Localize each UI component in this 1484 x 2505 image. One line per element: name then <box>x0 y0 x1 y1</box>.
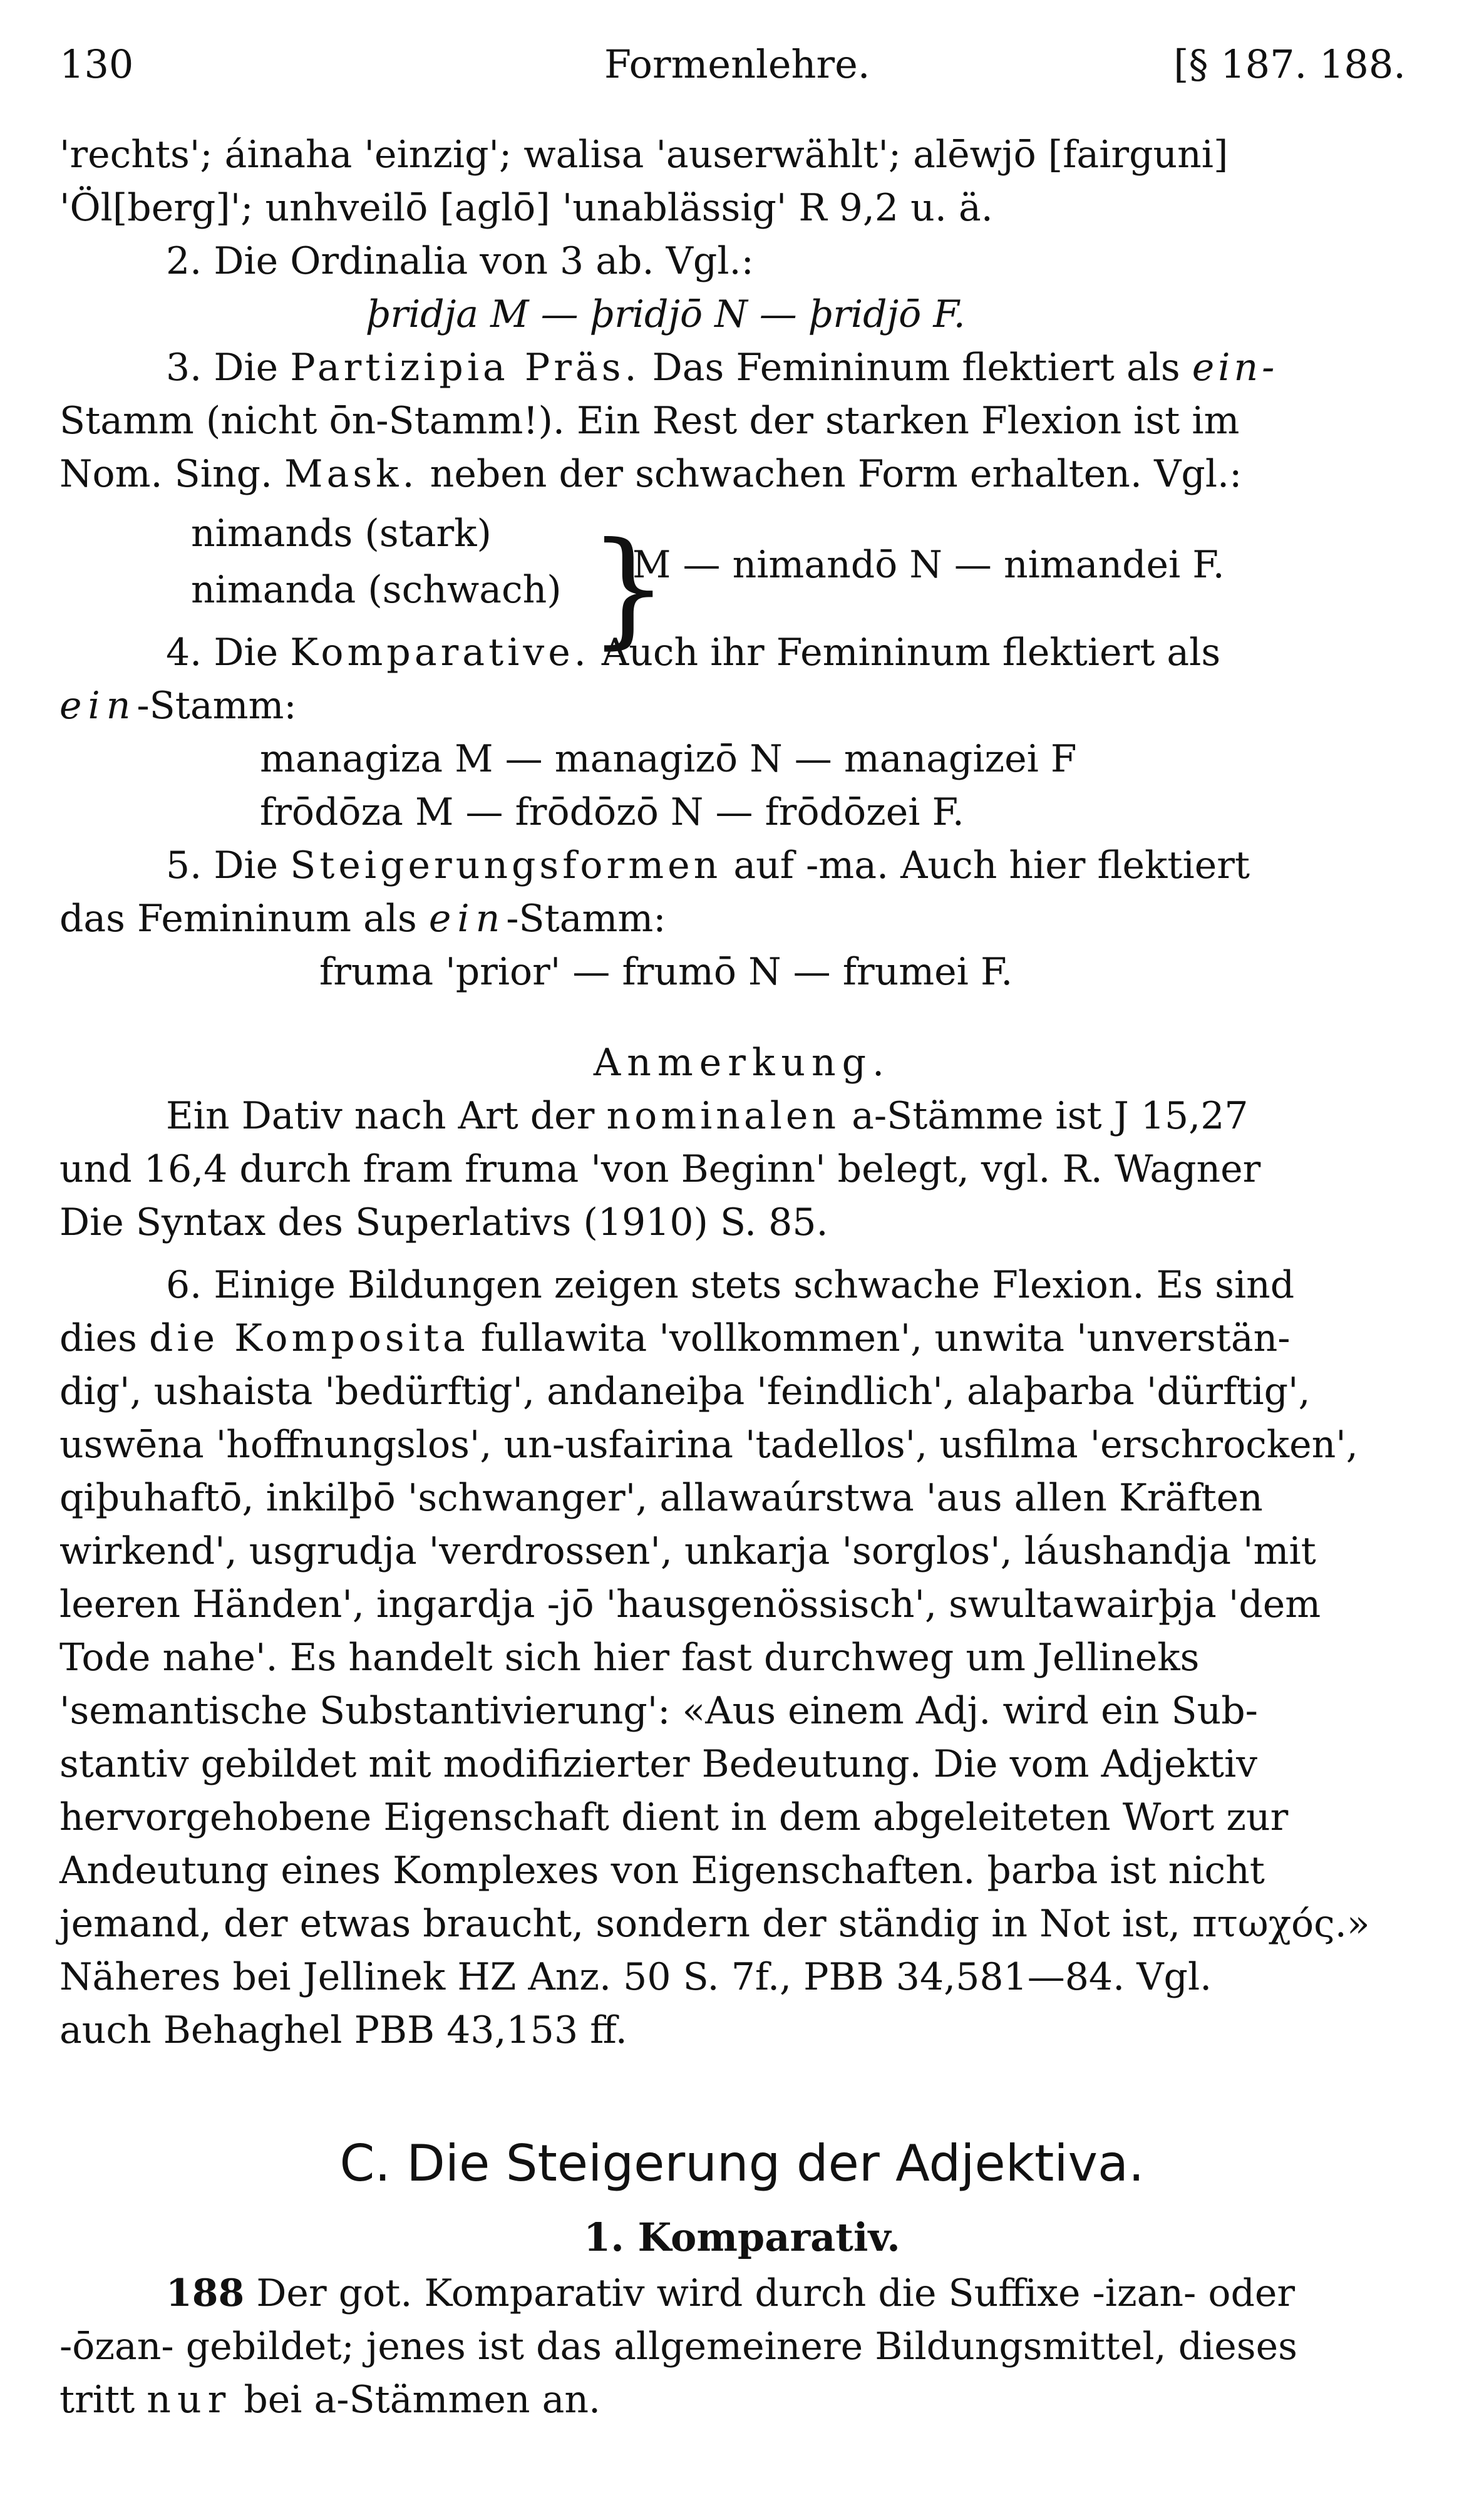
text-line: Stamm (nicht ōn-Stamm!). Ein Rest der starken Flexion ist im <box>59 399 1240 443</box>
spaced-term: die Komposita <box>148 1316 469 1360</box>
text-fragment: Nom. Sing. <box>59 452 273 496</box>
text-line: jemand, der etwas braucht, sondern der ständig in Not ist, πτωχός.» <box>59 1902 1370 1946</box>
subsection-heading: 1. Komparativ. <box>584 2214 900 2260</box>
text-fragment: das Femininum als <box>59 897 417 941</box>
running-title: Formenlehre. <box>604 41 870 87</box>
text-line: 2. Die Ordinalia von 3 ab. Vgl.: <box>166 239 754 283</box>
text-fragment: fullawita 'vollkommen', unwita 'unverstän- <box>480 1316 1291 1360</box>
text-line: stantiv gebildet mit modifizierter Bedeutung. Die vom Adjektiv <box>59 1742 1258 1786</box>
text-line: uswēna 'hoffnungslos', un-usfairina 'tadellos', usfilma 'erschrocken', <box>59 1423 1358 1467</box>
text-line <box>59 1312 1406 1365</box>
text-fragment: Das Femininum flektiert als <box>652 346 1180 390</box>
text-line: leeren Händen', ingardja -jō 'hausgenössisch', swultawairþja 'dem <box>59 1583 1321 1626</box>
page-number: 130 <box>59 41 134 87</box>
text-line: Andeutung eines Komplexes von Eigenschaften. þarba ist nicht <box>59 1849 1265 1893</box>
section-heading: C. Die Steigerung der Adjektiva. <box>339 2134 1145 2193</box>
text-fragment: -Stamm: <box>137 684 297 728</box>
paradigm-schwach: nimanda (schwach) <box>191 568 562 612</box>
text-line: qiþuhaftō, inkilþō 'schwanger', allawaúrstwa 'aus allen Kräften <box>59 1476 1263 1520</box>
spaced-term: ein <box>428 897 507 941</box>
paradigm-forms: M — nimandō N — nimandei F. <box>632 543 1225 587</box>
spaced-term: Mask. <box>284 452 418 496</box>
spaced-term: Partizipia Präs. <box>290 346 641 390</box>
text-line: und 16,4 durch fram fruma 'von Beginn' belegt, vgl. R. Wagner <box>59 1147 1261 1191</box>
text-line: 6. Einige Bildungen zeigen stets schwache Flexion. Es sind <box>166 1263 1295 1307</box>
text-fragment: bei a-Stämmen an. <box>244 2378 601 2422</box>
text-line: Näheres bei Jellinek HZ Anz. 50 S. 7f., PBB 34,581—84. Vgl. <box>59 1955 1212 1999</box>
text-line: auch Behaghel PBB 43,153 ff. <box>59 2008 627 2052</box>
text-fragment: dies <box>59 1316 137 1360</box>
text-line: 'semantische Substantivierung': «Aus einem Adj. wird ein Sub- <box>59 1689 1258 1733</box>
section-reference: [§ 187. 188. <box>1173 41 1406 87</box>
spaced-term: ein <box>59 684 137 728</box>
text-fragment: Auch ihr Femininum flektiert als <box>601 631 1221 674</box>
text-line <box>59 2373 1406 2427</box>
text-fragment: 4. Die <box>166 631 279 674</box>
text-fragment: Ein Dativ nach Art der <box>166 1094 595 1138</box>
text-line <box>166 626 1484 679</box>
text-fragment: -Stamm: <box>506 897 666 941</box>
text-line: hervorgehobene Eigenschaft dient in dem abgeleiteten Wort zur <box>59 1795 1289 1839</box>
text-fragment: Der got. Komparativ wird durch die Suffixe -izan- oder <box>256 2271 1296 2315</box>
text-line <box>166 341 1484 395</box>
spaced-term: nur <box>147 2378 232 2422</box>
text-line <box>166 2267 1484 2320</box>
text-line <box>59 892 1406 946</box>
spaced-term: ein- <box>1192 346 1279 390</box>
text-line: wirkend', usgrudja 'verdrossen', unkarja 'sorglos', láushandja 'mit <box>59 1529 1316 1573</box>
brace: } <box>589 515 669 661</box>
paradigm-line <box>366 288 1484 341</box>
spaced-term: Steigerungsformen <box>290 844 722 887</box>
text-line <box>59 679 1406 733</box>
paradigm-line: fruma 'prior' — frumō N — frumei F. <box>319 950 1013 994</box>
text-fragment: 3. Die <box>166 346 279 390</box>
note-heading: Anmerkung. <box>593 1041 891 1085</box>
text-line <box>166 839 1484 892</box>
text-fragment: 5. Die <box>166 844 279 887</box>
text-line: Die Syntax des Superlativs (1910) S. 85. <box>59 1201 828 1244</box>
paradigm-line: frōdōza M — frōdōzō N — frōdōzei F. <box>260 790 964 834</box>
text-line: 'rechts'; áinaha 'einzig'; walisa 'auserwählt'; alēwjō [fairguni] <box>59 133 1229 177</box>
text-fragment: tritt <box>59 2378 135 2422</box>
text-fragment: neben der schwachen Form erhalten. Vgl.: <box>430 452 1242 496</box>
text-line: Tode nahe'. Es handelt sich hier fast durchweg um Jellineks <box>59 1636 1200 1680</box>
spaced-term: Komparative. <box>290 631 590 674</box>
spaced-term: nominalen <box>606 1094 840 1138</box>
text-line: -ōzan- gebildet; jenes ist das allgemeinere Bildungsmittel, dieses <box>59 2325 1297 2368</box>
paradigm-stark: nimands (stark) <box>191 512 492 555</box>
paradigm-text: þridja M — þridjō N — þridjō F. <box>366 292 966 336</box>
text-line <box>166 1090 1484 1143</box>
text-line: 'Öl[berg]'; unhveilō [aglō] 'unablässig' R 9,2 u. ä. <box>59 186 993 230</box>
text-fragment: auf -ma. Auch hier flektiert <box>733 844 1250 887</box>
text-line <box>59 448 1406 501</box>
text-fragment: a-Stämme ist J 15,27 <box>852 1094 1249 1138</box>
paragraph-number: 188 <box>166 2271 245 2315</box>
paradigm-line: managiza M — managizō N — managizei F <box>260 737 1077 781</box>
text-line: dig', ushaista 'bedürftig', andaneiþa 'feindlich', alaþarba 'dürftig', <box>59 1370 1311 1413</box>
running-header <box>59 38 1406 94</box>
